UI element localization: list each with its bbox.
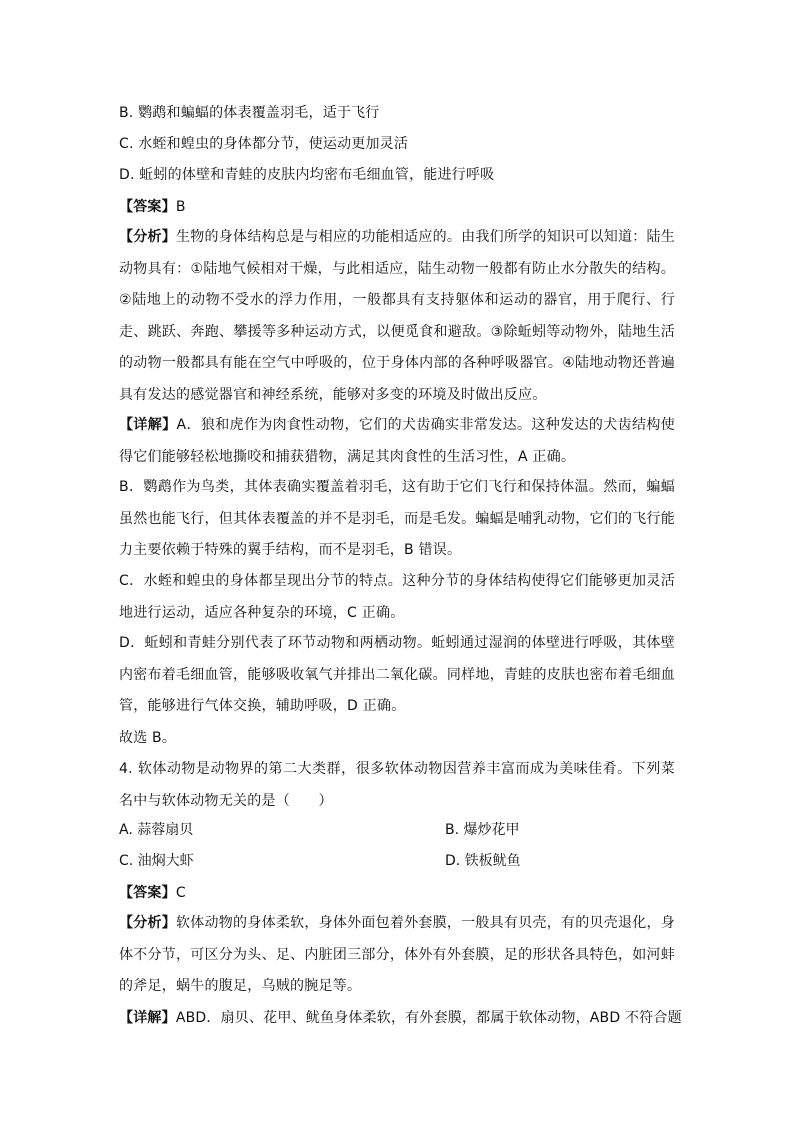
q3-option-b: B. 鹦鹉和蝙蝠的体表覆盖羽毛，适于飞行: [119, 105, 380, 121]
detail-tag: 【详解】: [119, 1010, 176, 1026]
detail-a-text: A．狼和虎作为肉食性动物，它们的犬齿确实非常发达。这种发达的犬齿结构使得它们能够轻松地撕咬和捕获猎物，满足其肉食性的生活习性，A 正确。: [119, 417, 676, 465]
q4-stem: 4. 软体动物是动物界的第二大类群，很多软体动物因营养丰富而成为美味佳肴。下列菜名中与软体动物无关的是（ ）: [119, 761, 675, 809]
q3-option-c: C. 水蛭和蝗虫的身体都分节，使运动更加灵活: [119, 136, 409, 152]
q3-detail-b: B．鹦鹉作为鸟类，其体表确实覆盖着羽毛，这有助于它们飞行和保持体温。然而，蝙蝠虽然也能飞行，但其体表覆盖的并不是羽毛，而是毛发。蝙蝠是哺乳动物，它们的飞行能力主要依赖于特殊的翼手结构，而不是羽毛，B 错误。: [119, 479, 675, 558]
analysis-tag: 【分析】: [119, 229, 177, 245]
q3-analysis: [119, 222, 675, 411]
q4-option-b: B. 爆炒花甲: [445, 822, 520, 838]
q4-option-a: A. 蒜蓉扇贝: [119, 822, 194, 838]
detail-abd-text: ABD．扇贝、花甲、鱿鱼身体柔软，有外套膜，都属于软体动物，ABD 不符合题: [175, 1010, 682, 1026]
q3-answer: [119, 197, 679, 217]
q4-option-d: D. 铁板鱿鱼: [445, 853, 521, 869]
answer-value: C: [175, 885, 186, 901]
analysis-text: 软体动物的身体柔软，身体外面包着外套膜，一般具有贝壳，有的贝壳退化，身体不分节，可区分为头、足、内脏团三部分，体外有外套膜，足的形状各具特色，如河蚌的斧足，蜗牛的腹足，乌贼的腕足等。: [119, 915, 676, 994]
q3-detail-a: [119, 410, 675, 473]
q4-answer: [119, 883, 679, 903]
analysis-tag: 【分析】: [119, 915, 177, 931]
answer-tag: 【答案】: [119, 885, 176, 901]
q4-option-c: C. 油焖大虾: [119, 853, 194, 869]
q3-detail-d: D．蚯蚓和青蛙分别代表了环节动物和两栖动物。蚯蚓通过湿润的体壁进行呼吸，其体壁内密布着毛细血管，能够吸收氧气并排出二氧化碳。同样地，青蛙的皮肤也密布着毛细血管，能够进行气体交换，辅助呼吸，D 正确。: [119, 635, 675, 714]
q4-detail: [119, 1008, 682, 1028]
q3-detail-c: C．水蛭和蝗虫的身体都呈现出分节的特点。这种分节的身体结构使得它们能够更加灵活地进行运动，适应各种复杂的环境，C 正确。: [119, 573, 675, 621]
answer-value: B: [175, 199, 186, 215]
q3-conclusion: 故选 B。: [119, 730, 177, 746]
q4-analysis: [119, 908, 675, 1003]
analysis-text: 生物的身体结构总是与相应的功能相适应的。由我们所学的知识可以知道：陆生动物具有：①陆地气候相对干燥，与此相适应，陆生动物一般都有防止水分散失的结构。②陆地上的动物不受水的浮力作用，一般都具有支持躯体和运动的器官，用于爬行、行走、跳跃、奔跑、攀援等多种运动方式，以便觅食和避敌。③除蚯蚓等动物外，陆地生活的动物一般都具有能在空气中呼吸的，位于身体内部的各种呼吸器官。④陆地动物还普遍具有发达的感觉器官和神经系统，能够对多变的环境及时做出反应。: [119, 229, 676, 403]
answer-tag: 【答案】: [119, 199, 176, 215]
q3-option-d: D. 蚯蚓的体壁和青蛙的皮肤内均密布毛细血管，能进行呼吸: [119, 167, 495, 183]
detail-tag: 【详解】: [119, 417, 177, 433]
